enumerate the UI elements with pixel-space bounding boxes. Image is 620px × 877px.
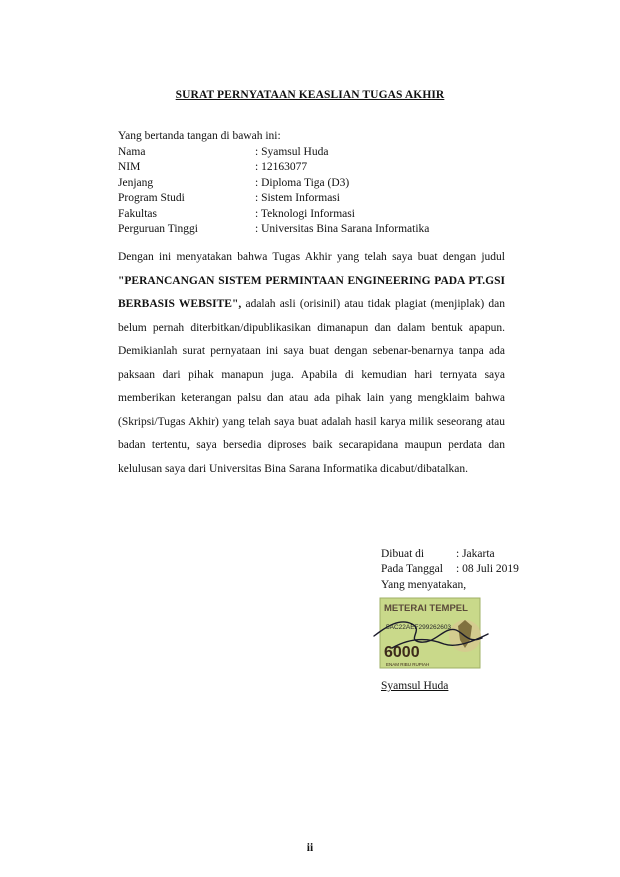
identity-value: : Teknologi Informasi	[255, 207, 355, 220]
identity-label: Jenjang	[118, 176, 154, 189]
signer-name: Syamsul Huda	[381, 680, 449, 692]
place-label: Dibuat di	[381, 548, 425, 560]
identity-value: : Universitas Bina Sarana Informatika	[255, 223, 430, 236]
declarer-text: Yang menyatakan,	[381, 578, 467, 591]
identity-row-fakultas	[118, 207, 429, 222]
intro-text: Yang bertanda tangan di bawah ini:	[118, 130, 281, 142]
stamp-title: METERAI TEMPEL	[384, 603, 468, 614]
stamp-code: 5AC22AEF299262603	[386, 624, 452, 631]
identity-label: Nama	[118, 146, 146, 158]
date-value: : 08 Juli 2019	[456, 563, 519, 576]
signature-block	[381, 547, 519, 593]
stamp-words: ENAM RIBU RUPIAH	[386, 662, 430, 667]
identity-label: Fakultas	[118, 207, 157, 220]
statement-text-part1: Dengan ini menyatakan bahwa Tugas Akhir yang telah saya buat dengan judul	[118, 251, 505, 263]
signature-date-row	[381, 562, 519, 577]
identity-value: : Syamsul Huda	[255, 146, 329, 158]
identity-row-program-studi	[118, 191, 429, 206]
identity-row-perguruan-tinggi	[118, 222, 429, 237]
stamp-value: 6000	[384, 644, 420, 661]
identity-table	[118, 145, 429, 237]
page-number: ii	[306, 842, 314, 854]
identity-value: : Diploma Tiga (D3)	[255, 176, 350, 189]
identity-row-nim	[118, 160, 429, 175]
date-label: Pada Tanggal	[381, 563, 443, 576]
statement-text-part2: adalah asli (orisinil) atau tidak plagiat (menjiplak) dan belum pernah diterbitkan/dipublikasikan dimanapun dan dalam bentuk apapun. Demikianlah surat pernyataan ini saya buat dengan sebenar-benarnya tanpa ada paksaan dari pihak manapun juga. Apabila di kemudian hari ternyata saya memberikan keterangan palsu dan atau ada pihak lain yang mengklaim bahwa (Skripsi/Tugas Akhir) yang telah saya buat adalah hasil karya milik seseorang atau badan tertentu, saya bersedia diproses baik secarapidana maupun perdata dan kelulusan saya dari Universitas Bina Sarana Informatika dicabut/dibatalkan.	[118, 298, 505, 475]
identity-value: : Sistem Informasi	[255, 192, 340, 205]
place-value: : Jakarta	[456, 548, 495, 560]
thesis-title: "PERANCANGAN SISTEM PERMINTAAN ENGINEERING PADA PT.GSI BERBASIS WEBSITE",	[118, 274, 505, 310]
identity-label: Perguruan Tinggi	[118, 223, 198, 236]
statement-paragraph	[118, 246, 505, 481]
identity-label: NIM	[118, 161, 141, 174]
identity-row-name	[118, 145, 429, 160]
identity-label: Program Studi	[118, 192, 185, 205]
identity-row-jenjang	[118, 176, 429, 191]
document-title: SURAT PERNYATAAN KEASLIAN TUGAS AKHIR	[175, 89, 445, 101]
identity-value: : 12163077	[255, 161, 308, 174]
revenue-stamp	[372, 596, 490, 670]
signature-place-row	[381, 547, 519, 562]
